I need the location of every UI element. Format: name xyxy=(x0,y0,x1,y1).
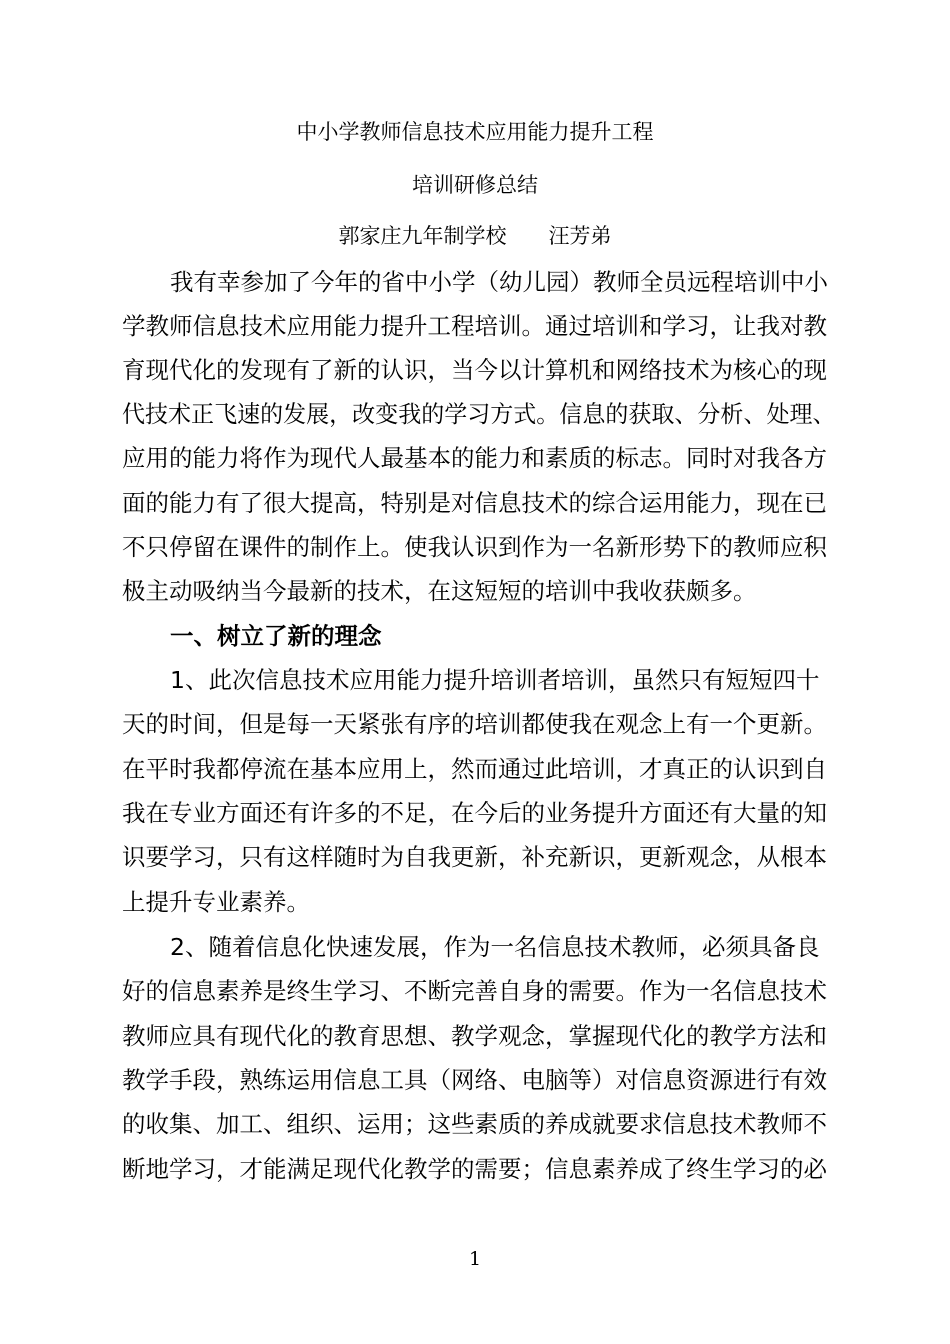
paragraph-line: 育现代化的发现有了新的认识，当今以计算机和网络技术为核心的现 xyxy=(122,356,827,384)
author-school: 郭家庄九年制学校 xyxy=(338,224,507,248)
paragraph-line: 断地学习，才能满足现代化教学的需要；信息素养成了终生学习的必 xyxy=(122,1155,827,1183)
paragraph-line: 教师应具有现代化的教育思想、教学观念，掌握现代化的教学方法和 xyxy=(122,1022,827,1050)
paragraph-line: 面的能力有了很大提高，特别是对信息技术的综合运用能力，现在已 xyxy=(122,489,827,517)
document-title: 中小学教师信息技术应用能力提升工程 xyxy=(296,120,654,144)
paragraph-line: 1、此次信息技术应用能力提升培训者培训，虽然只有短短四十 xyxy=(170,666,820,694)
paragraph-line: 极主动吸纳当今最新的技术，在这短短的培训中我收获颇多。 xyxy=(122,577,757,605)
paragraph-line: 好的信息素养是终生学习、不断完善自身的需要。作为一名信息技术 xyxy=(122,977,827,1005)
author-line xyxy=(0,222,950,250)
paragraph-line: 教学手段，熟练运用信息工具（网络、电脑等）对信息资源进行有效 xyxy=(122,1066,827,1094)
paragraph-line: 上提升专业素养。 xyxy=(122,888,310,916)
paragraph-line: 2、随着信息化快速发展，作为一名信息技术教师，必须具备良 xyxy=(170,933,820,961)
paragraph-line: 我在专业方面还有许多的不足，在今后的业务提升方面还有大量的知 xyxy=(122,799,827,827)
section-heading: 一、树立了新的理念 xyxy=(170,622,382,650)
document-subtitle: 培训研修总结 xyxy=(412,173,538,197)
paragraph-line: 的收集、加工、组织、运用；这些素质的养成就要求信息技术教师不 xyxy=(122,1110,827,1138)
paragraph-line: 不只停留在课件的制作上。使我认识到作为一名新形势下的教师应积 xyxy=(122,533,827,561)
paragraph-line: 在平时我都停流在基本应用上，然而通过此培训，才真正的认识到自 xyxy=(122,755,827,783)
paragraph-line: 学教师信息技术应用能力提升工程培训。通过培训和学习，让我对教 xyxy=(122,312,827,340)
paragraph-line: 我有幸参加了今年的省中小学（幼儿园）教师全员远程培训中小 xyxy=(170,268,828,296)
paragraph-line: 识要学习，只有这样随时为自我更新，补充新识，更新观念，从根本 xyxy=(122,843,827,871)
paragraph-line: 代技术正飞速的发展，改变我的学习方式。信息的获取、分析、处理、 xyxy=(122,400,836,428)
paragraph-line: 应用的能力将作为现代人最基本的能力和素质的标志。同时对我各方 xyxy=(122,444,827,472)
paragraph-line: 天的时间，但是每一天紧张有序的培训都使我在观念上有一个更新。 xyxy=(122,710,827,738)
page-number: 1 xyxy=(468,1248,482,1270)
author-name: 汪芳弟 xyxy=(548,224,612,248)
